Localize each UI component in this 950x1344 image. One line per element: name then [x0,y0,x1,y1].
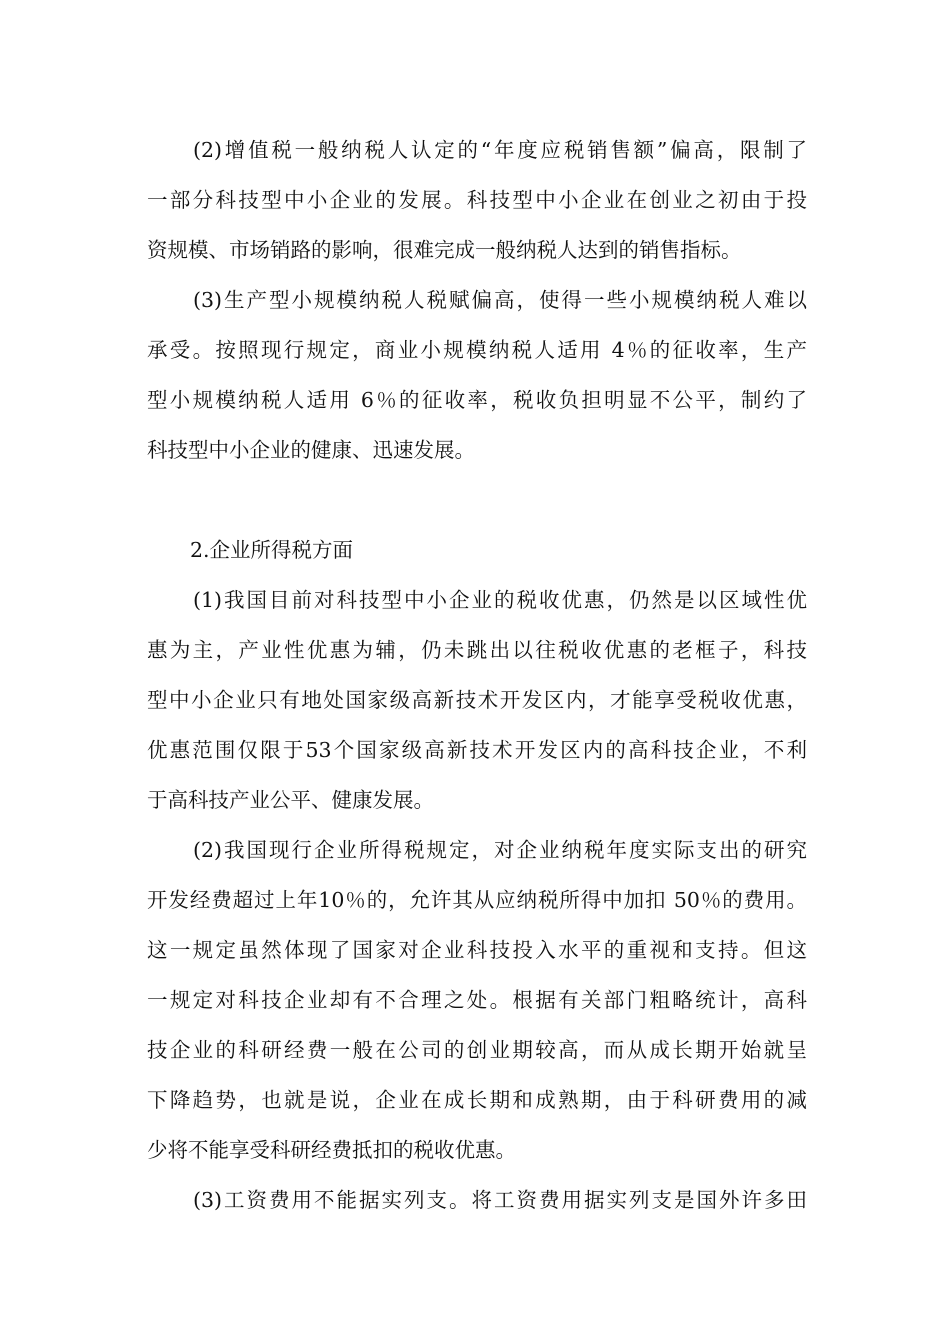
para-vat-3-line-3: 型小规模纳税人适用 6％的征收率，税收负担明显不公平，制约了 [147,388,807,412]
para-cit-1-line-3: 型中小企业只有地处国家级高新技术开发区内，才能享受税收优惠， [147,688,807,712]
para-cit-1-line-2: 惠为主，产业性优惠为辅，仍未跳出以往税收优惠的老框子，科技 [147,638,807,662]
para-vat-3-line-4: 科技型中小企业的健康、迅速发展。 [147,438,475,462]
para-cit-2-line-7: 少将不能享受科研经费抵扣的税收优惠。 [147,1138,516,1162]
para-cit-2-line-1: (2)我国现行企业所得税规定，对企业纳税年度实际支出的研究 [193,838,807,862]
para-vat-3-line-1: (3)生产型小规模纳税人税赋偏高，使得一些小规模纳税人难以 [193,288,807,312]
para-cit-2-line-3: 这一规定虽然体现了国家对企业科技投入水平的重视和支持。但这 [147,938,807,962]
para-cit-2-line-4: 一规定对科技企业却有不合理之处。根据有关部门粗略统计，高科 [147,988,807,1012]
para-vat-3-line-2: 承受。按照现行规定，商业小规模纳税人适用 4％的征收率，生产 [147,338,807,362]
para-cit-2-line-5: 技企业的科研经费一般在公司的创业期较高，而从成长期开始就呈 [147,1038,807,1062]
para-vat-2-line-3: 资规模、市场销路的影响，很难完成一般纳税人达到的销售指标。 [147,238,742,262]
para-cit-2-line-6: 下降趋势，也就是说，企业在成长期和成熟期，由于科研费用的减 [147,1088,807,1112]
para-cit-1-line-1: (1)我国目前对科技型中小企业的税收优惠，仍然是以区域性优 [193,588,807,612]
para-cit-1-line-5: 于高科技产业公平、健康发展。 [147,788,434,812]
para-cit-2-line-2: 开发经费超过上年10％的，允许其从应纳税所得中加扣 50％的费用。 [147,888,807,912]
para-cit-1-line-4: 优惠范围仅限于53个国家级高新技术开发区内的高科技企业，不利 [147,738,807,762]
para-vat-2-line-1: (2)增值税一般纳税人认定的“年度应税销售额”偏高，限制了 [193,138,807,162]
para-cit-3-line-1: (3)工资费用不能据实列支。将工资费用据实列支是国外许多田 [193,1188,807,1212]
para-vat-2-line-2: 一部分科技型中小企业的发展。科技型中小企业在创业之初由于投 [147,188,807,212]
section-heading: 2.企业所得税方面 [190,538,354,562]
